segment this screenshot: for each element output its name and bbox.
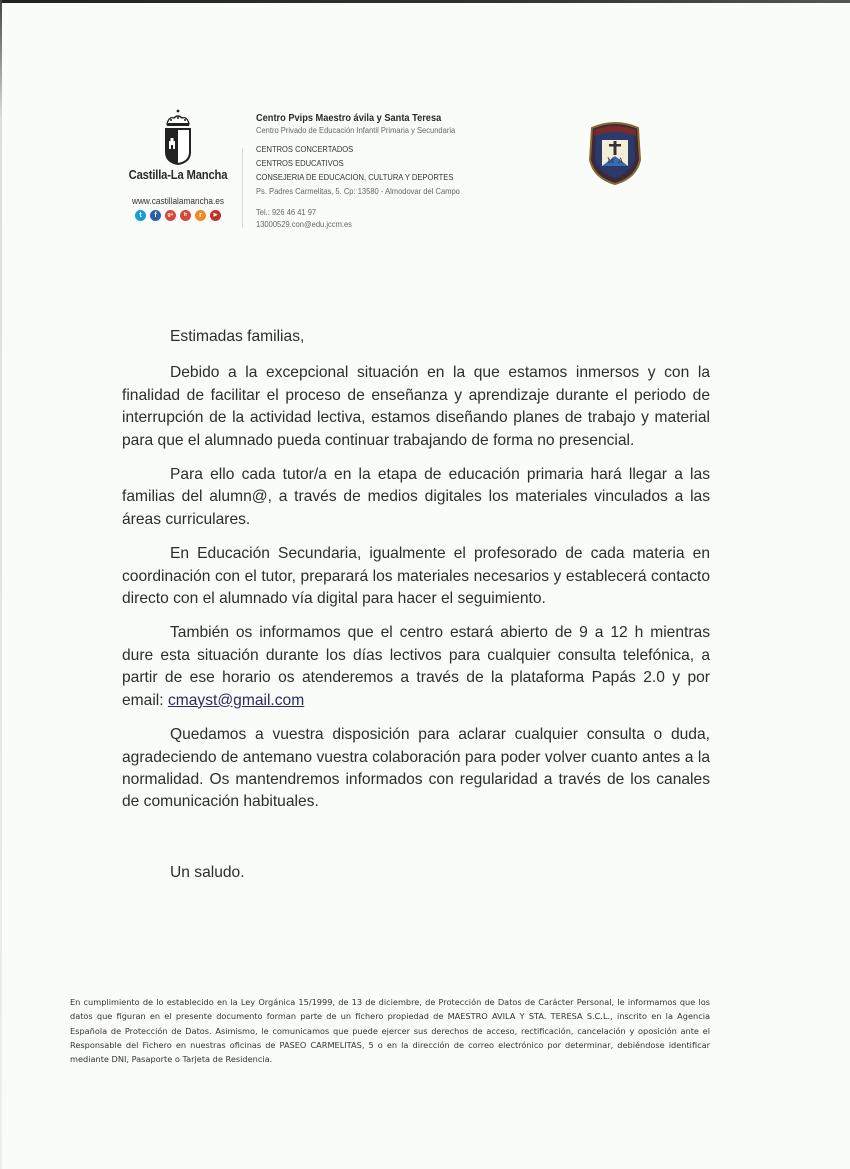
- region-logo-block: [120, 108, 236, 221]
- social-icons-row: [120, 210, 236, 221]
- school-crest-icon: [586, 120, 644, 186]
- paragraph-situation: Debido a la excepcional situación en la que estamos inmersos y con la finalidad de facilitar el proceso de enseñanza y aprendizaje durante el periodo de interrupción de la actividad lectiva, estamos diseñando planes de trabajo y material para que el alumnado pueda continuar trabajando de forma no presencial.: [122, 364, 710, 449]
- twitter-icon[interactable]: t: [135, 210, 146, 221]
- school-line-educativos: CENTROS EDUCATIVOS: [256, 157, 344, 168]
- crest-initial-a: A: [618, 157, 624, 165]
- school-subtitle: Centro Privado de Educación Infantil Primaria y Secundaria: [256, 125, 456, 136]
- school-line-consejeria: CONSEJERIA DE EDUCACION, CULTURA Y DEPORTES: [256, 171, 454, 182]
- school-phone: Tel.: 926 46 41 97: [256, 206, 317, 217]
- scan-edge-top: [0, 0, 850, 3]
- paragraph-schedule: [122, 622, 710, 712]
- school-address: Ps. Padres Carmelitas, 5. Cp: 13580 - Almodovar del Campo: [256, 185, 460, 196]
- flickr-icon[interactable]: fr: [180, 210, 191, 221]
- school-email[interactable]: 13000529.con@edu.jccm.es: [256, 218, 352, 229]
- school-name: Centro Pvips Maestro ávila y Santa Teresa: [256, 112, 442, 124]
- paragraph-closing-remarks: Quedamos a vuestra disposición para aclarar cualquier consulta o duda, agradeciendo de antemano vuestra colaboración para poder volver cuanto antes a la normalidad. Os mantendremos informados con regularidad a través de los canales de comunicación habituales.: [122, 726, 710, 811]
- data-protection-notice: En cumplimiento de lo establecido en la Ley Orgánica 15/1999, de 13 de diciembre, de Protección de Datos de Carácter Personal, le informamos que los datos que figuran en el presente documento forman parte de un fichero propiedad de MAESTRO AVILA Y STA. TERESA S.C.L., inscrito en la Agencia Española de Protección de Datos. Asimismo, le comunicamos que puede ejercer sus derechos de acceso, rectificación, cancelación y oposición ante el Responsable del Fichero en nuestras oficinas de PASEO CARMELITAS, 5 o en la dirección de correo electrónico por determinar, debiéndose identificar mediante DNI, Pasaporte o Tarjeta de Residencia.: [70, 997, 710, 1065]
- paragraph-primary: Para ello cada tutor/a en la etapa de educación primaria hará llegar a las familias del alumn@, a través de medios digitales los materiales vinculados a las áreas curriculares.: [122, 466, 710, 528]
- school-line-concertados: CENTROS CONCERTADOS: [256, 143, 354, 154]
- letter-greeting: Estimadas familias,: [170, 328, 305, 345]
- contact-email-link[interactable]: cmayst@gmail.com: [167, 691, 305, 709]
- facebook-icon[interactable]: f: [150, 210, 161, 221]
- castilla-la-mancha-shield-icon: [160, 108, 196, 166]
- crest-initial-m: M: [607, 157, 615, 165]
- header-divider: [242, 148, 243, 228]
- scan-edge-left: [0, 0, 2, 1169]
- region-name: Castilla-La Mancha: [128, 168, 228, 182]
- region-website-link[interactable]: www.castillalamancha.es: [131, 196, 225, 206]
- paragraph-schedule-text: También os informamos que el centro estará abierto de 9 a 12 h mientras dure esta situación durante los días lectivos para cualquier consulta telefónica, a partir de ese horario os atenderemos a través de la plataforma Papás 2.0 y por email:: [122, 624, 710, 709]
- letter-signoff: Un saludo.: [170, 863, 245, 881]
- paragraph-secondary: En Educación Secundaria, igualmente el profesorado de cada materia en coordinación con el tutor, preparará los materiales necesarios y establecerá contacto directo con el alumnado vía digital para hacer el seguimiento.: [122, 545, 710, 608]
- letter-body: [122, 326, 710, 900]
- school-info: [256, 112, 556, 230]
- letterhead: [120, 108, 680, 238]
- youtube-icon[interactable]: ▶: [210, 210, 221, 221]
- rss-icon[interactable]: r: [195, 210, 206, 221]
- googleplus-icon[interactable]: g+: [165, 210, 176, 221]
